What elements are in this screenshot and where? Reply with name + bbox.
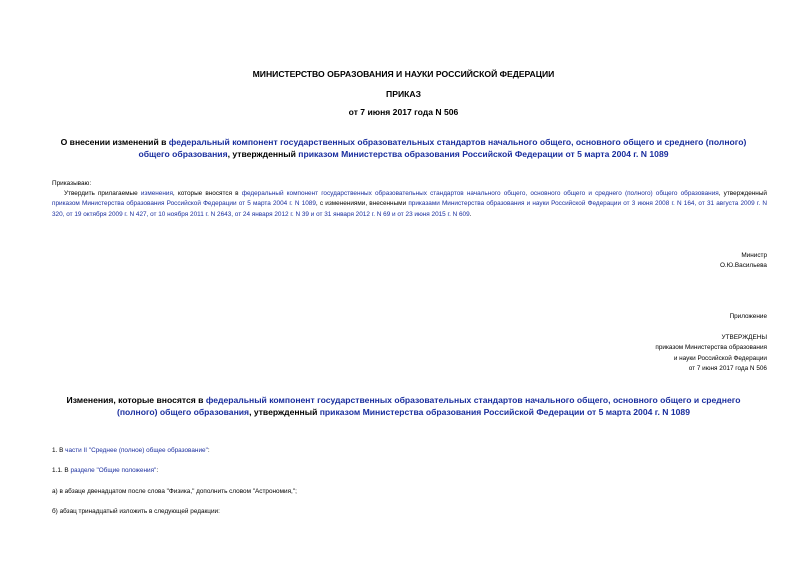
document-type: ПРИКАЗ	[386, 89, 421, 99]
list-item: б) абзац тринадцатый изложить в следующей редакции:	[52, 508, 220, 515]
link-amending-orders[interactable]: приказами Министерства образования и науки Российской Федерации от 3 июня 2008 г. N 164, от 31 августа 2009 г. N 320, от 19 октября 2009 г. N 427, от 10 ноября 2011 г. N 2643, от 24 января 2012 г. N 39 и от 31 января 2012 г. N 69 и от 23 июня 2015 г. N 609	[52, 200, 767, 218]
item-text: :	[156, 467, 159, 474]
heading-link-order[interactable]: приказом Министерства образования Российской Федерации от 5 марта 2004 г. N 1089	[319, 407, 690, 417]
item-text: 1.1. В	[52, 467, 71, 474]
ministry-title: МИНИСТЕРСТВО ОБРАЗОВАНИЯ И НАУКИ РОССИЙСКОЙ ФЕДЕРАЦИИ	[252, 69, 555, 79]
paragraph-text: , утвержденный	[718, 190, 767, 197]
link-changes[interactable]: изменения	[140, 190, 173, 197]
approved-line: и науки Российской Федерации	[673, 354, 767, 362]
order-paragraph	[52, 189, 767, 220]
heading-text: Изменения, которые вносятся в	[66, 395, 206, 405]
approval-block	[547, 333, 767, 375]
document-date: от 7 июня 2017 года N 506	[348, 107, 459, 117]
heading-link-order[interactable]: приказом Министерства образования Российской Федерации от 5 марта 2004 г. N 1089	[298, 149, 669, 159]
heading-link-standard[interactable]: федеральный компонент государственных образовательных стандартов начального общего, основного общего и среднего (полного) общего образования	[138, 137, 747, 159]
paragraph-text: .	[469, 210, 472, 218]
link-part-ii[interactable]: части II "Среднее (полное) общее образование"	[65, 447, 208, 454]
signature-name: О.Ю.Васильева	[719, 262, 767, 270]
approved-line: от 7 июня 2017 года N 506	[688, 365, 767, 373]
appendix-label: Приложение	[729, 313, 767, 320]
item-text: :	[207, 447, 210, 454]
item-text: 1. В	[52, 447, 66, 454]
link-federal-component[interactable]: федеральный компонент государственных образовательных стандартов начального общего, основного общего и среднего (полного) общего образования	[241, 190, 719, 197]
paragraph-text: Утвердить прилагаемые	[64, 190, 141, 197]
heading-text: О внесении изменений в	[60, 137, 169, 147]
document-heading	[48, 136, 759, 160]
heading-link-standard[interactable]: федеральный компонент государственных образовательных стандартов начального общего, основного общего и среднего (полного) общего образования	[116, 395, 741, 417]
list-item	[52, 466, 767, 476]
link-order-1089[interactable]: приказом Министерства образования Российской Федерации от 5 марта 2004 г. N 1089	[52, 200, 316, 208]
list-item	[52, 446, 767, 456]
changes-heading	[48, 394, 759, 418]
list-item: а) в абзаце двенадцатом после слова "Физика," дополнить словом "Астрономия,";	[52, 488, 297, 495]
paragraph-text: , с изменениями, внесенными	[315, 200, 409, 208]
link-general-provisions[interactable]: разделе "Общие положения"	[70, 467, 157, 474]
signature-block	[567, 251, 767, 272]
order-intro: Приказываю:	[52, 180, 92, 187]
paragraph-text: , которые вносятся в	[172, 190, 242, 197]
approved-line: приказом Министерства образования	[655, 344, 767, 352]
signature-position: Министр	[741, 252, 767, 259]
heading-text: , утвержденный	[227, 149, 299, 159]
approved-label: УТВЕРЖДЕНЫ	[721, 334, 767, 341]
heading-text: , утвержденный	[249, 407, 320, 417]
